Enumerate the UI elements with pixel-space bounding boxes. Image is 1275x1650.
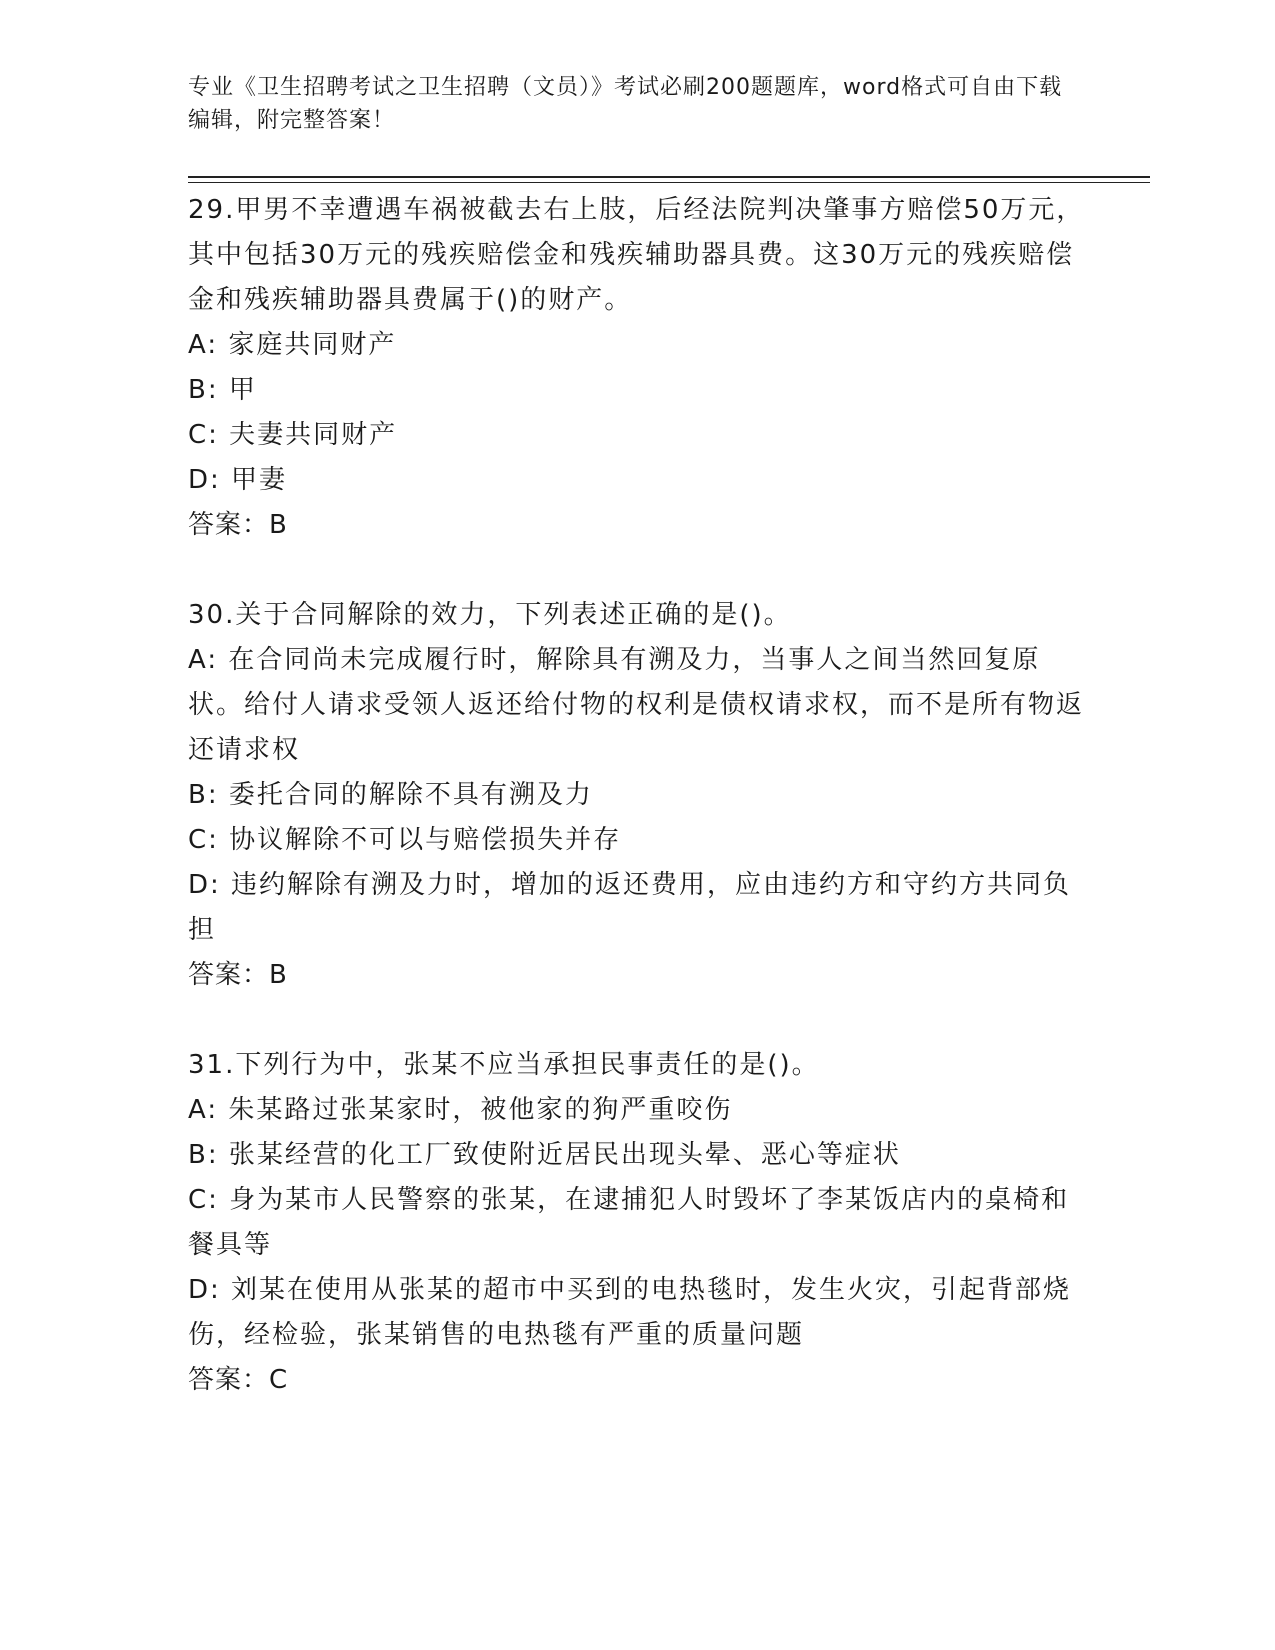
option-b: B: 张某经营的化工厂致使附近居民出现头晕、恶心等症状 xyxy=(188,1140,901,1170)
option-d: D: 甲妻 xyxy=(188,465,288,495)
option-a: A: 在合同尚未完成履行时，解除具有溯及力，当事人之间当然回复原状。给付人请求受领人返还给付物的权利是债权请求权，而不是所有物返还请求权 xyxy=(188,645,1085,765)
question-stem: 31.下列行为中，张某不应当承担民事责任的是()。 xyxy=(188,1050,820,1080)
question-stem: 30.关于合同解除的效力，下列表述正确的是()。 xyxy=(188,600,792,630)
option-a: A: 朱某路过张某家时，被他家的狗严重咬伤 xyxy=(188,1095,733,1125)
option-c: C: 夫妻共同财产 xyxy=(188,420,398,450)
option-c: C: 身为某市人民警察的张某，在逮捕犯人时毁坏了李某饭店内的桌椅和餐具等 xyxy=(188,1185,1070,1260)
answer-label: 答案：B xyxy=(188,510,288,540)
question-spacer xyxy=(188,998,1088,1043)
question-list xyxy=(188,188,1088,1403)
answer-label: 答案：C xyxy=(188,1365,289,1395)
header-divider-thick xyxy=(188,176,1150,178)
option-b: B: 委托合同的解除不具有溯及力 xyxy=(188,780,593,810)
question-stem: 29.甲男不幸遭遇车祸被截去右上肢，后经法院判决肇事方赔偿50万元，其中包括30万元的残疾赔偿金和残疾辅助器具费。这30万元的残疾赔偿金和残疾辅助器具费属于()的财产。 xyxy=(188,195,1085,315)
document-header: 专业《卫生招聘考试之卫生招聘（文员）》考试必刷200题题库，word格式可自由下载编辑，附完整答案！ xyxy=(188,75,1063,133)
question-spacer xyxy=(188,548,1088,593)
option-d: D: 刘某在使用从张某的超市中买到的电热毯时，发生火灾，引起背部烧伤，经检验，张某销售的电热毯有严重的质量问题 xyxy=(188,1275,1072,1350)
option-b: B: 甲 xyxy=(188,375,257,405)
option-d: D: 违约解除有溯及力时，增加的返还费用，应由违约方和守约方共同负担 xyxy=(188,870,1072,945)
header-divider-thin xyxy=(188,182,1150,183)
question-29 xyxy=(188,188,1088,548)
question-31 xyxy=(188,1043,1088,1403)
answer-label: 答案：B xyxy=(188,960,288,990)
option-c: C: 协议解除不可以与赔偿损失并存 xyxy=(188,825,622,855)
question-30 xyxy=(188,593,1088,998)
option-a: A: 家庭共同财产 xyxy=(188,330,397,360)
